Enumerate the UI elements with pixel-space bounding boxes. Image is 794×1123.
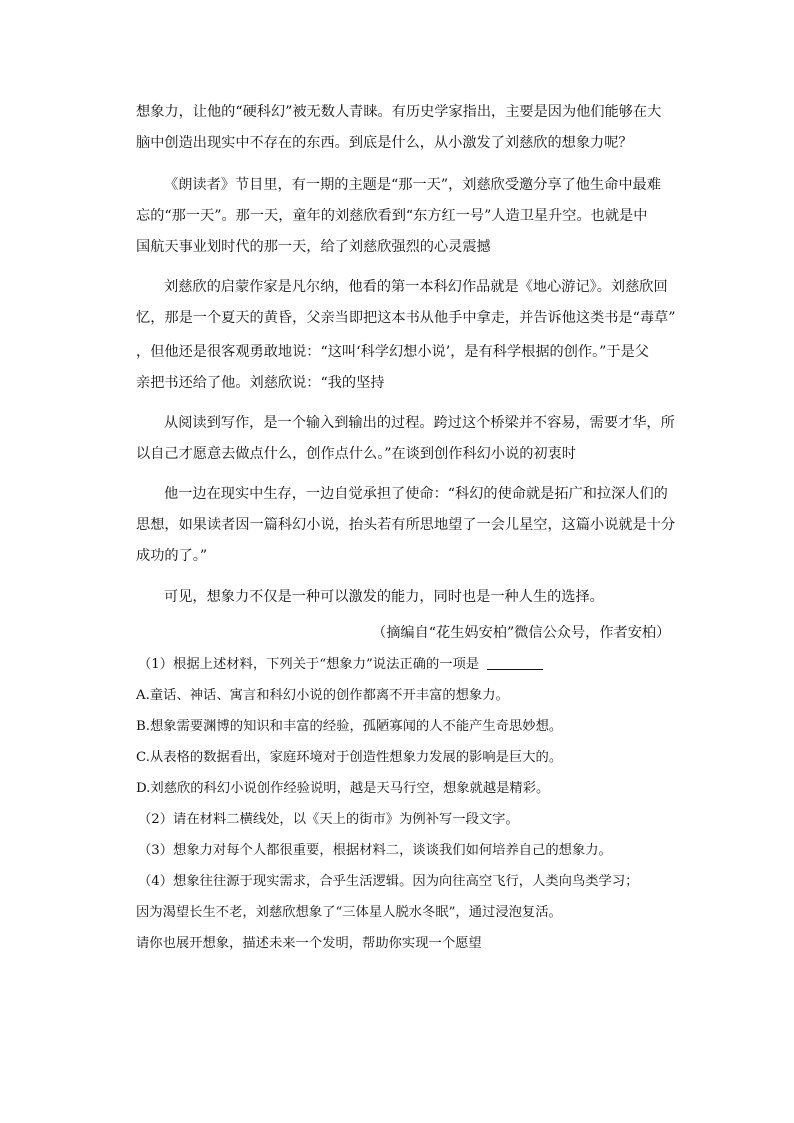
option-c: C.从表格的数据看出，家庭环境对于创造性想象力发展的影响是巨大的。 [136,750,563,765]
paragraph-5-line-3: 成功的了。” [136,548,208,564]
paragraph-3-line-1: 刘慈欣的启蒙作家是凡尔纳，他看的第一本科幻作品就是《地心游记》。刘慈欣回 [164,279,668,295]
question-2: （2）请在材料二横线处，以《天上的街市》为例补写一段文字。 [138,812,519,827]
paragraph-1-line-1: 想象力，让他的“硬科幻”被无数人青睐。有历史学家指出，主要是因为他们能够在大 [136,104,662,120]
paragraph-4-line-1: 从阅读到写作，是一个输入到输出的过程。跨过这个桥梁并不容易，需要才华，所 [164,415,675,431]
paragraph-3-line-4: 亲把书还给了他。刘慈欣说：“我的坚持 [136,375,385,391]
source-citation: （摘编自“花生妈安柏”微信公众号，作者安柏） [372,625,671,641]
option-d: D.刘慈欣的科幻小说创作经验说明，越是天马行空，想象就越是精彩。 [136,781,550,796]
answer-blank [487,655,543,670]
paragraph-3-line-3: ，但他还是很客观勇敢地说：“这叫‘科学幻想小说’，是有科学根据的创作。”于是父 [136,344,649,360]
paragraph-3-line-2: 忆，那是一个夏天的黄昏，父亲当即把这本书从他手中拿走，并告诉他这类书是“毒草” [136,310,676,326]
paragraph-2-line-2: 忘的“那一天”。那一天，童年的刘慈欣看到“东方红一号”人造卫星升空。也就是中 [136,208,648,224]
question-4-line-3: 请你也展开想象，描述未来一个发明，帮助你实现一个愿望 [136,936,482,951]
paragraph-5-line-2: 思想，如果读者因一篇科幻小说，抬头若有所思地望了一会儿星空，这篇小说就是十分 [136,517,676,533]
option-b: B.想象需要渊博的知识和丰富的经验，孤陋寡闻的人不能产生奇思妙想。 [136,719,563,734]
paragraph-4-line-2: 以自己才愿意去做点什么，创作点什么。”在谈到创作科幻小说的初衷时 [136,446,576,462]
question-3: （3）想象力对每个人都很重要，根据材料二，谈谈我们如何培养自己的想象力。 [138,843,612,858]
question-4-line-2: 因为渴望长生不老，刘慈欣想象了“三体星人脱水冬眠”，通过浸泡复活。 [136,905,562,920]
paragraph-6-line-1: 可见，想象力不仅是一种可以激发的能力，同时也是一种人生的选择。 [164,589,604,605]
paragraph-2-line-1: 《朗读者》节目里，有一期的主题是“那一天”，刘慈欣受邀分享了他生命中最难 [164,177,661,193]
question-4-line-1: （4）想象往往源于现实需求，合乎生活逻辑。因为向往高空飞行，人类向鸟类学习； [138,874,639,889]
question-1-text: （1）根据上述材料，下列关于“想象力”说法正确的一项是 [138,657,480,672]
question-1 [138,655,543,675]
paragraph-5-line-1: 他一边在现实中生存，一边自觉承担了使命：“科幻的使命就是拓广和拉深人们的 [164,486,668,502]
option-a: A.童话、神话、寓言和科幻小说的创作都离不开丰富的想象力。 [136,688,509,703]
paragraph-1-line-2: 脑中创造出现实中不存在的东西。到底是什么，从小激发了刘慈欣的想象力呢？ [136,135,633,151]
paragraph-2-line-3: 国航天事业划时代的那一天，给了刘慈欣强烈的心灵震撼 [136,239,491,255]
